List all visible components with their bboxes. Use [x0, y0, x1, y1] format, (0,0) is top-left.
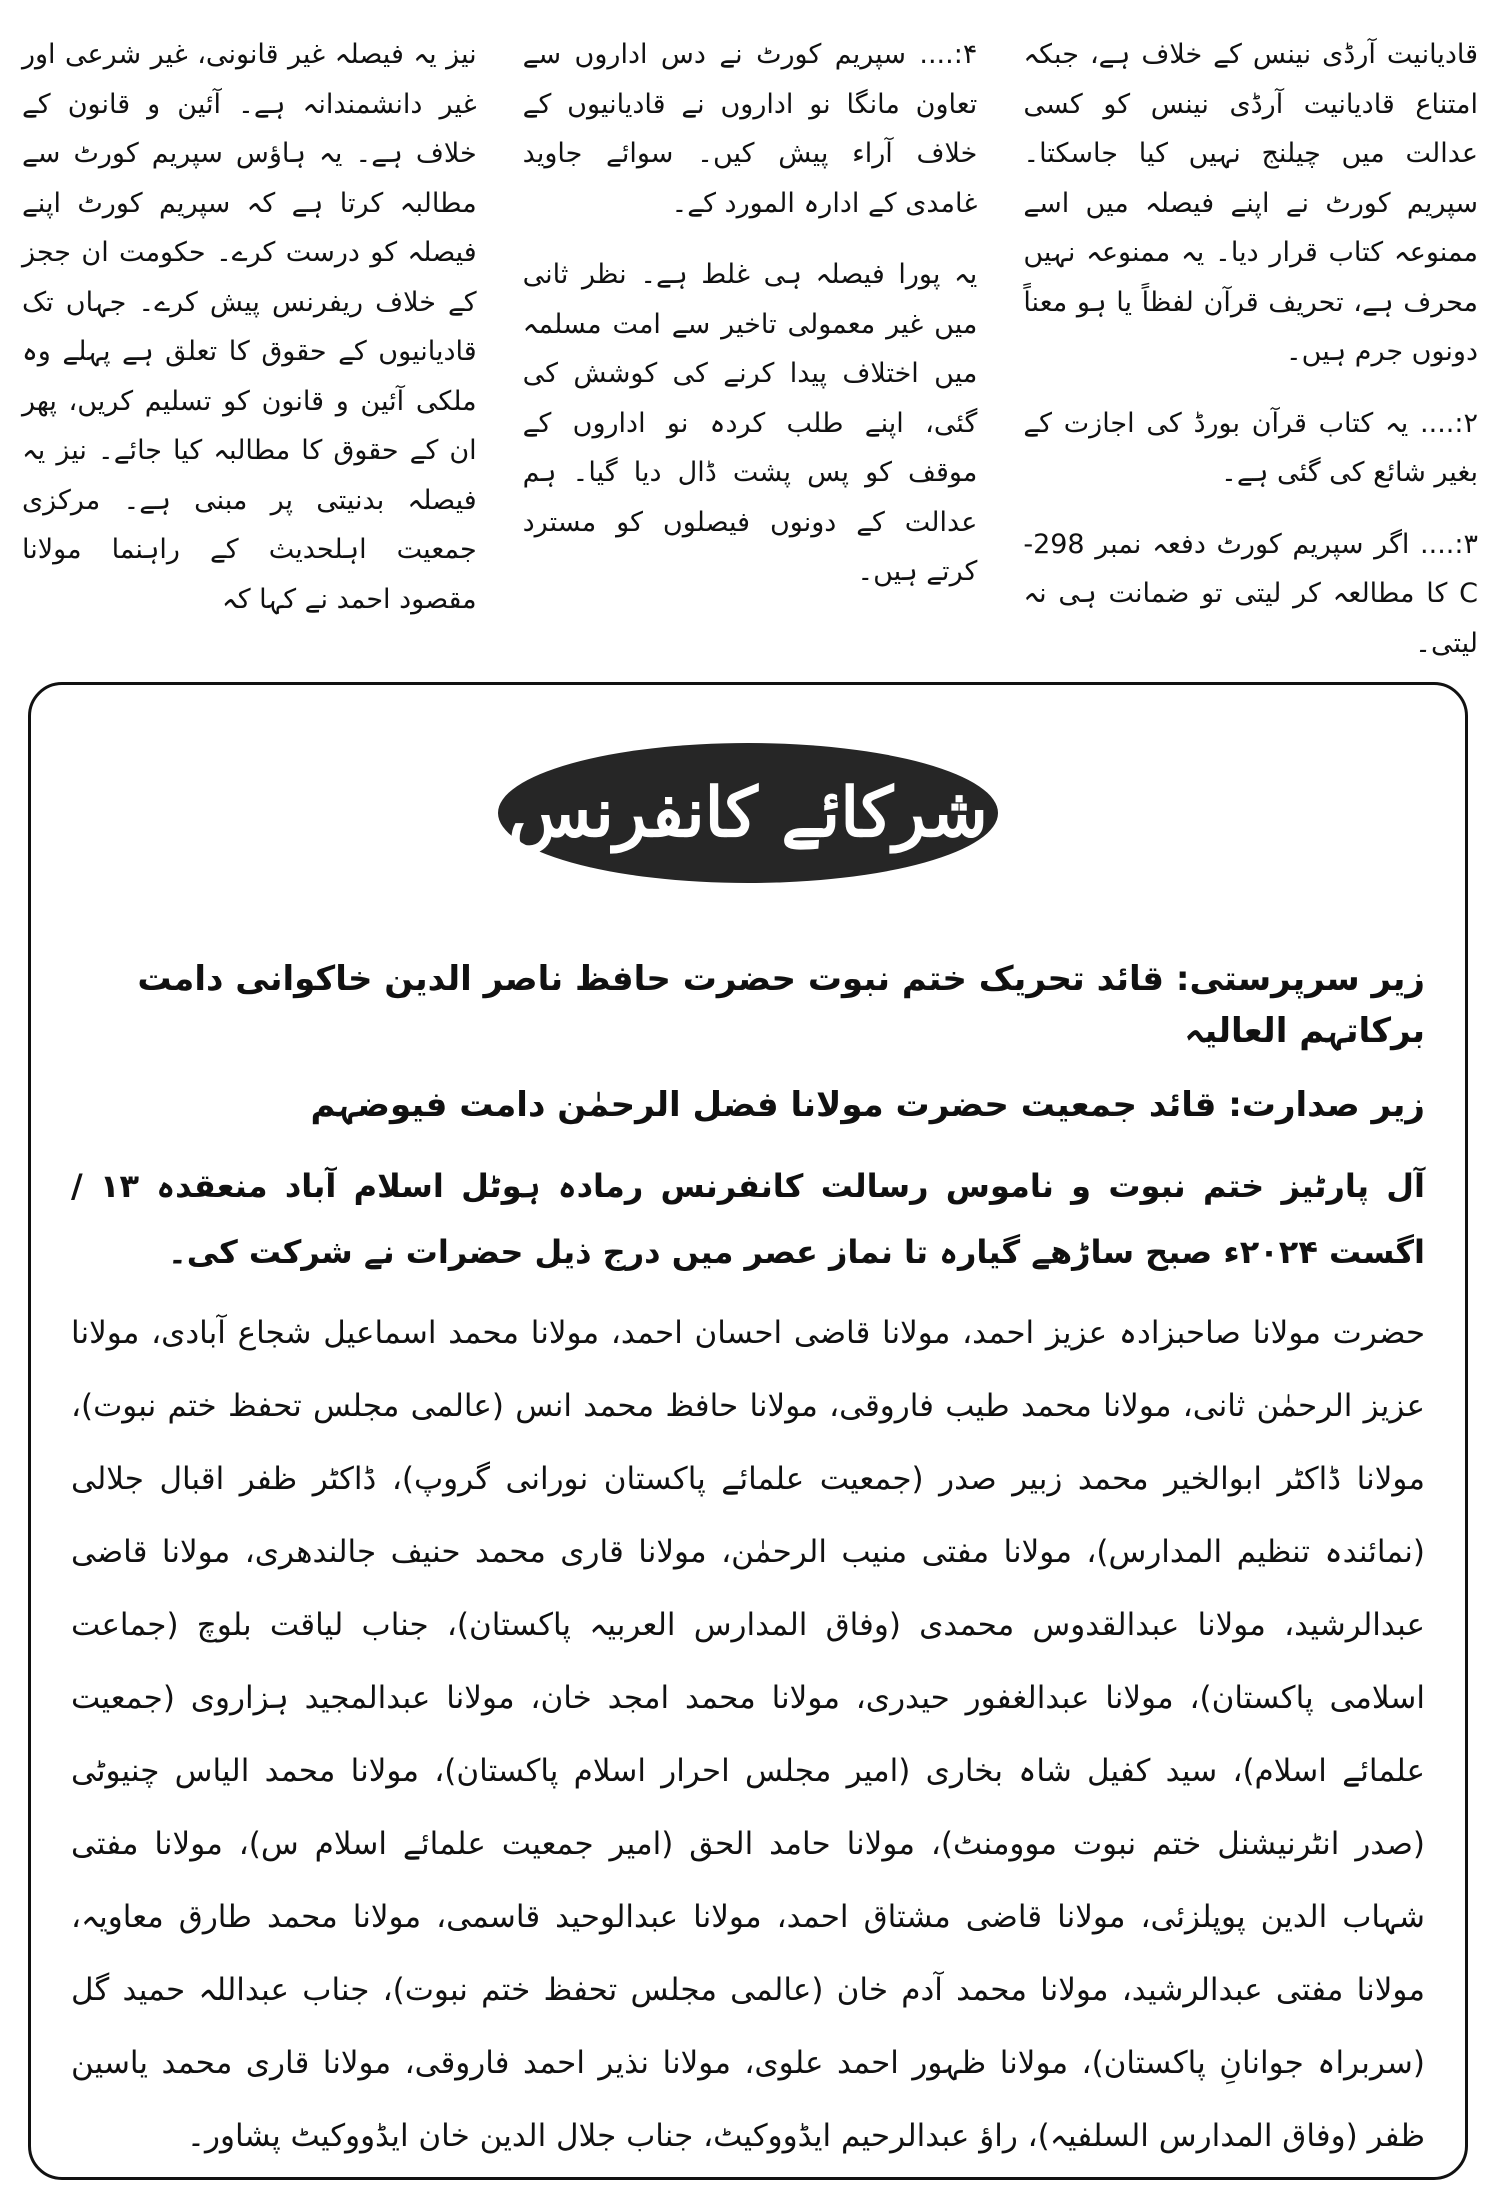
intro-text: آل پارٹیز ختم نبوت و ناموس رسالت کانفرنس رمادہ ہوٹل اسلام آباد منعقدہ ۱۳ /اگست ۲۰۲۴ء صبح ساڑھے گیارہ تا نماز عصر میں درج ذیل حضرات نے شرکت کی۔: [71, 1167, 1426, 1271]
patronage-label: زیر سرپرستی:: [1175, 959, 1425, 999]
article-columns: [22, 30, 1478, 665]
panel-body: [71, 953, 1425, 2173]
presidency-text: قائد جمعیت حضرت مولانا فضل الرحمٰن دامت فیوضہم: [310, 1085, 1217, 1125]
banner-title: شرکائے کانفرنس: [498, 743, 998, 883]
paragraph: نیز یہ فیصلہ غیر قانونی، غیر شرعی اور غیر دانشمندانہ ہے۔ آئین و قانون کے خلاف ہے۔ یہ ہاؤس سپریم کورٹ سے مطالبہ کرتا ہے کہ سپریم کورٹ اپنے فیصلہ کو درست کرے۔ حکومت ان ججز کے خلاف ریفرنس پیش کرے۔ جہاں تک قادیانیوں کے حقوق کا تعلق ہے پہلے وہ ملکی آئین و قانون کو تسلیم کریں، پھر ان کے حقوق کا مطالبہ کیا جائے۔ نیز یہ فیصلہ بدنیتی پر مبنی ہے۔ مرکزی جمعیت اہلحدیث کے راہنما مولانا مقصود احمد نے کہا کہ: [21, 39, 477, 615]
paragraph: یہ پورا فیصلہ ہی غلط ہے۔ نظر ثانی میں غیر معمولی تاخیر سے امت مسلمہ میں اختلاف پیدا کرنے کی کوشش کی گئی، اپنے طلب کردہ نو اداروں کے موقف کو پس پشت ڈال دیا گیا۔ ہم عدالت کے دونوں فیصلوں کو مسترد کرتے ہیں۔: [522, 259, 978, 587]
paragraph: ۳:.... اگر سپریم کورٹ دفعہ نمبر 298-C کا مطالعہ کر لیتی تو ضمانت ہی نہ لیتی۔: [1023, 528, 1478, 659]
paragraph: قادیانیت آرڈی نینس کے خلاف ہے، جبکہ امتناع قادیانیت آرڈی نینس کو کسی عدالت میں چیلنج نہیں کیا جاسکتا۔ سپریم کورٹ نے اپنے فیصلہ میں اسے ممنوعہ کتاب قرار دیا۔ یہ ممنوعہ نہیں محرف ہے، تحریف قرآن لفظاً یا ہو معناً دونوں جرم ہیں۔: [1023, 39, 1478, 367]
presidency-label: زیر صدارت:: [1228, 1085, 1425, 1125]
column-middle: [523, 30, 978, 665]
paragraph: ۲:.... یہ کتاب قرآن بورڈ کی اجازت کے بغیر شائع کی گئی ہے۔: [1023, 407, 1478, 488]
patronage-text: قائد تحریک ختم نبوت حضرت حافظ ناصر الدین خاکوانی دامت برکاتہم العالیہ: [137, 959, 1425, 1051]
paragraph: ۴:.... سپریم کورٹ نے دس اداروں سے تعاون مانگا نو اداروں نے قادیانیوں کے خلاف آراء پیش کیں۔ سوائے جاوید غامدی کے ادارہ المورد کے۔: [522, 39, 978, 219]
participants-panel: [28, 682, 1468, 2180]
participants-list: حضرت مولانا صاحبزادہ عزیز احمد، مولانا قاضی احسان احمد، مولانا محمد اسماعیل شجاع آبادی، مولانا عزیز الرحمٰن ثانی، مولانا محمد طیب فاروقی، مولانا حافظ محمد انس (عالمی مجلس تحفظ ختم نبوت)، مولانا ڈاکٹر ابوالخیر محمد زبیر صدر (جمعیت علمائے پاکستان نورانی گروپ)، ڈاکٹر ظفر اقبال جلالی (نمائندہ تنظیم المدارس)، مولانا مفتی منیب الرحمٰن، مولانا قاری محمد حنیف جالندھری، مولانا قاضی عبدالرشید، مولانا عبدالقدوس محمدی (وفاق المدارس العربیہ پاکستان)، جناب لیاقت بلوچ (جماعت اسلامی پاکستان)، مولانا عبدالغفور حیدری، مولانا محمد امجد خان، مولانا عبدالمجید ہزاروی (جمعیت علمائے اسلام)، سید کفیل شاہ بخاری (امیر مجلس احرار اسلام پاکستان)، مولانا محمد الیاس چنیوٹی (صدر انٹرنیشنل ختم نبوت موومنٹ)، مولانا حامد الحق (امیر جمعیت علمائے اسلام س)، مولانا مفتی شہاب الدین پوپلزئی، مولانا قاضی مشتاق احمد، مولانا عبدالوحید قاسمی، مولانا محمد طارق معاویہ، مولانا مفتی عبدالرشید، مولانا محمد آدم خان (عالمی مجلس تحفظ ختم نبوت)، جناب عبداللہ حمید گل (سربراہ جوانانِ پاکستان)، مولانا ظہور احمد علوی، مولانا نذیر احمد فاروقی، مولانا قاری محمد یاسین ظفر (وفاق المدارس السلفیہ)، راؤ عبدالرحیم ایڈووکیٹ، جناب جلال الدین خان ایڈووکیٹ پشاور۔: [71, 1315, 1425, 2154]
presidency-line: [71, 1079, 1425, 1131]
patronage-line: [71, 953, 1425, 1057]
column-right: [1023, 30, 1478, 665]
column-left: [22, 30, 477, 665]
